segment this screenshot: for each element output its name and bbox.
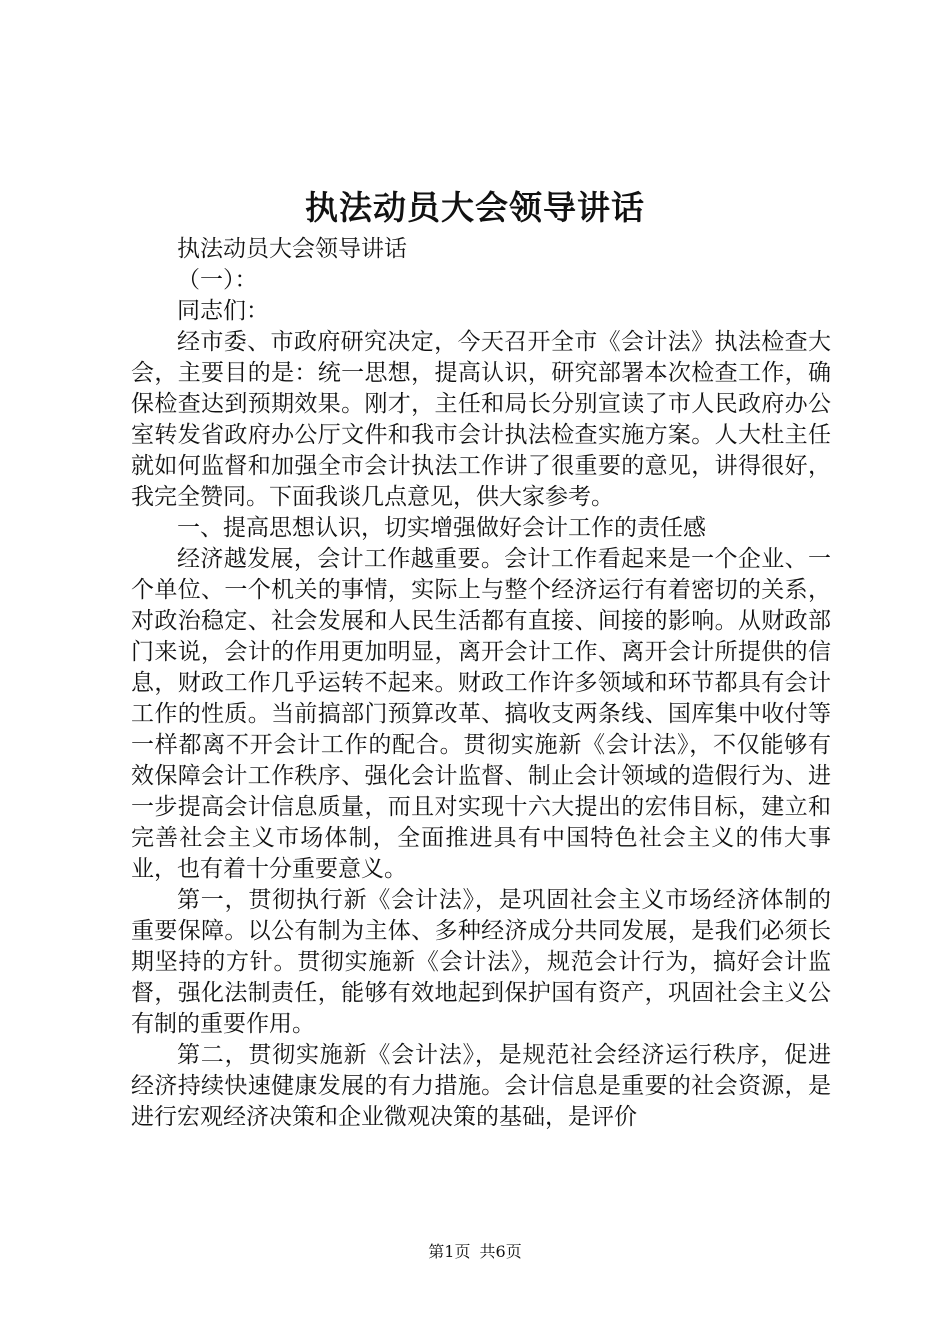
paragraph-body: 经济越发展，会计工作越重要。会计工作看起来是一个企业、一个单位、一个机关的事情，实际上与整个经济运行有着密切的关系，对政治稳定、社会发展和人民生活都有直接、间接的影响。从财政部门来说，会计的作用更加明显，离开会计工作、离开会计所提供的信息，财政工作几乎运转不起来。财政工作许多领域和环节都具有会计工作的性质。当前搞部门预算改革、搞收支两条线、国库集中收付等一样都离不开会计工作的配合。贯彻实施新《会计法》，不仅能够有效保障会计工作秩序、强化会计监督、制止会计领域的造假行为、进一步提高会计信息质量，而且对实现十六大提出的宏伟目标，建立和完善社会主义市场体制，全面推进具有中国特色社会主义的伟大事业，也有着十分重要意义。: [131, 546, 831, 882]
page-footer: [0, 1240, 950, 1264]
paragraph-subtitle: 执法动员大会领导讲话: [177, 236, 407, 262]
page-total: 共6页: [479, 1242, 522, 1261]
paragraph-salutation: 同志们：: [177, 298, 269, 324]
document-title: 执法动员大会领导讲话: [305, 188, 645, 227]
paragraph-section-number: （一）：: [177, 267, 258, 293]
page-number: 第1页: [428, 1242, 471, 1261]
paragraph-second-point: 第二，贯彻实施新《会计法》，是规范社会经济运行秩序，促进经济持续快速健康发展的有力措施。会计信息是重要的社会资源，是进行宏观经济决策和企业微观决策的基础，是评价: [131, 1042, 831, 1130]
paragraph-intro: 经市委、市政府研究决定，今天召开全市《会计法》执法检查大会，主要目的是：统一思想，提高认识，研究部署本次检查工作，确保检查达到预期效果。刚才，主任和局长分别宣读了市人民政府办公室转发省政府办公厅文件和我市会计执法检查实施方案。人大杜主任就如何监督和加强全市会计执法工作讲了很重要的意见，讲得很好，我完全赞同。下面我谈几点意见，供大家参考。: [131, 329, 831, 510]
paragraph-heading-one: 一、提高思想认识，切实增强做好会计工作的责任感: [177, 515, 706, 541]
document-body: [131, 234, 831, 1133]
paragraph-first-point: 第一，贯彻执行新《会计法》，是巩固社会主义市场经济体制的重要保障。以公有制为主体、多种经济成分共同发展，是我们必须长期坚持的方针。贯彻实施新《会计法》，规范会计行为，搞好会计监督，强化法制责任，能够有效地起到保护国有资产，巩固社会主义公有制的重要作用。: [131, 887, 831, 1037]
